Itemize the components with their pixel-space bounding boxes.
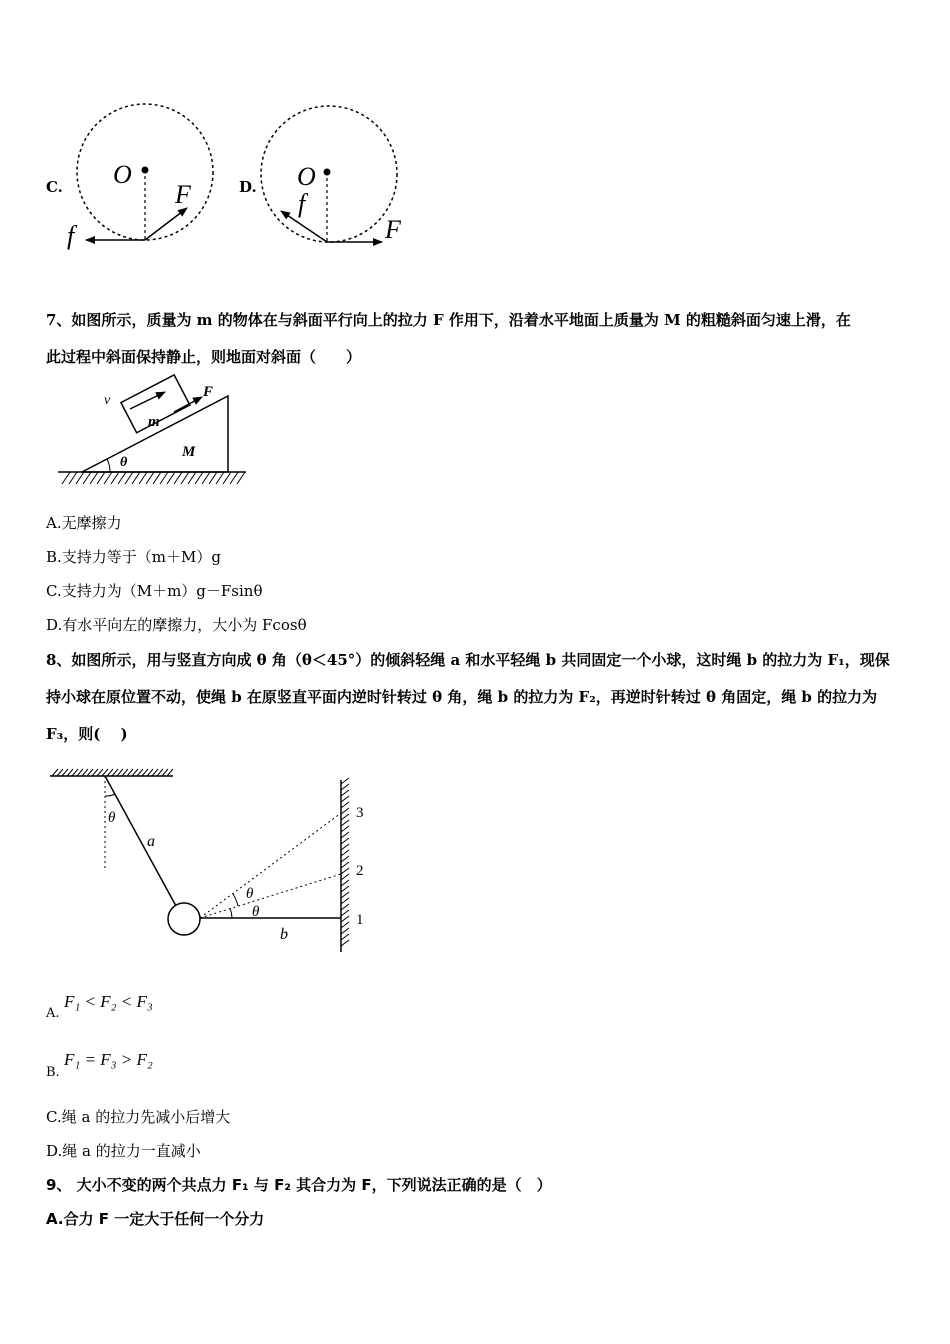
label-theta-2: θ [246,886,254,902]
q7-stem-line2: 此过程中斜面保持静止，则地面对斜面（ ） [46,348,362,366]
rope-b-position-2 [200,874,341,918]
label-m: m [148,414,160,430]
hatch-line [341,820,349,826]
hatch-line [341,802,349,808]
hatch-line [152,769,158,776]
hatch-line [52,769,58,776]
hatch-line [341,940,349,946]
q8-stem-line1: 8、如图所示，用与竖直方向成 θ 角（θ＜45°）的倾斜轻绳 a 和水平轻绳 b 共同固定一个小球，这时绳 b 的拉力为 F₁，现保 [46,651,890,669]
q8-option-d: D.绳 a 的拉力一直减小 [46,1142,201,1160]
q8-option-a-label: A. [46,1006,60,1021]
q8-option-b-label: B. [46,1065,60,1080]
hatch-line [77,769,83,776]
hatch-line [341,796,349,802]
hatch-line [132,769,138,776]
hatch-line [167,769,173,776]
hatch-line [341,832,349,838]
hatch-line [162,769,168,776]
ball [168,903,200,935]
hatch-line [157,769,163,776]
hatch-line [102,769,108,776]
hatch-line [92,769,98,776]
hatch-line [341,778,349,784]
hatch-line [142,769,148,776]
label-M: M [182,444,196,460]
hatch-line [341,868,349,874]
hatch-line [341,892,349,898]
hatch-line [82,769,88,776]
rope-a [105,776,176,906]
q7-option-b: B.支持力等于（m＋M）g [46,548,221,566]
c-label-O: O [113,160,132,189]
hatch-line [147,769,153,776]
hatch-line [341,850,349,856]
hatch-line [341,916,349,922]
label-a: a [147,833,155,850]
q7-option-a: A.无摩擦力 [46,514,122,532]
hatch-line [341,874,349,880]
hatch-line [341,880,349,886]
q7-option-d: D.有水平向左的摩擦力，大小为 Fcosθ [46,616,307,634]
hatch-line [341,808,349,814]
label-theta-top: θ [108,810,116,826]
label-3: 3 [356,805,364,821]
hatch-line [97,769,103,776]
d-label-f: f [298,189,306,218]
d-label-O: O [297,162,316,191]
label-1: 1 [356,912,364,928]
d-label-F: F [385,215,401,244]
hatch-line [122,769,128,776]
hatch-line [67,769,73,776]
hatch-line [87,769,93,776]
hatch-line [341,898,349,904]
hatch-line [341,886,349,892]
hatch-line [112,769,118,776]
hatch-line [341,838,349,844]
hatch-line [341,922,349,928]
label-F: F [203,384,214,400]
hatch-line [341,826,349,832]
hatch-line [137,769,143,776]
hatch-line [127,769,133,776]
hatch-line [341,904,349,910]
c-label-F: F [175,180,191,209]
q7-stem-line1: 7、如图所示，质量为 m 的物体在与斜面平行向上的拉力 F 作用下，沿着水平地面上质量为 M 的粗糙斜面匀速上滑，在 [46,311,851,329]
hatch-line [341,856,349,862]
hatch-line [341,934,349,940]
c-label-f: f [67,221,75,250]
q8-option-b-formula: F₁ = F₃ > F₂ [64,1050,153,1069]
q6-option-d-label: D. [239,178,257,196]
hatch-line [341,844,349,850]
hatch-line [341,910,349,916]
q7-option-c: C.支持力为（M＋m）g－Fsinθ [46,582,263,600]
hatch-line [107,769,113,776]
q8-stem-line3: F₃，则( ) [46,725,128,743]
hatch-line [72,769,78,776]
q9-option-a: A.合力 F 一定大于任何一个分力 [46,1210,265,1228]
q8-option-c: C.绳 a 的拉力先减小后增大 [46,1108,231,1126]
hatch-line [341,814,349,820]
hatch-line [341,784,349,790]
label-b: b [280,926,288,943]
label-v: v [104,393,111,408]
label-theta: θ [120,455,128,470]
q8-option-a-formula: F₁ < F₂ < F₃ [64,992,153,1011]
label-2: 2 [356,863,364,879]
q6-option-c-label: C. [46,178,63,196]
q9-stem: 9、 大小不变的两个共点力 F₁ 与 F₂ 其合力为 F，下列说法正确的是（ ） [46,1176,552,1194]
label-theta-1: θ [252,904,260,920]
hatch-line [62,769,68,776]
hatch-line [341,928,349,934]
hatch-line [57,769,63,776]
hatch-line [341,790,349,796]
rope-b-position-3 [200,813,341,918]
hatch-line [117,769,123,776]
q8-stem-line2: 持小球在原位置不动，使绳 b 在原竖直平面内逆时针转过 θ 角，绳 b 的拉力为 F₂，再逆时针转过 θ 角固定，绳 b 的拉力为 [46,688,878,706]
hatch-line [341,862,349,868]
